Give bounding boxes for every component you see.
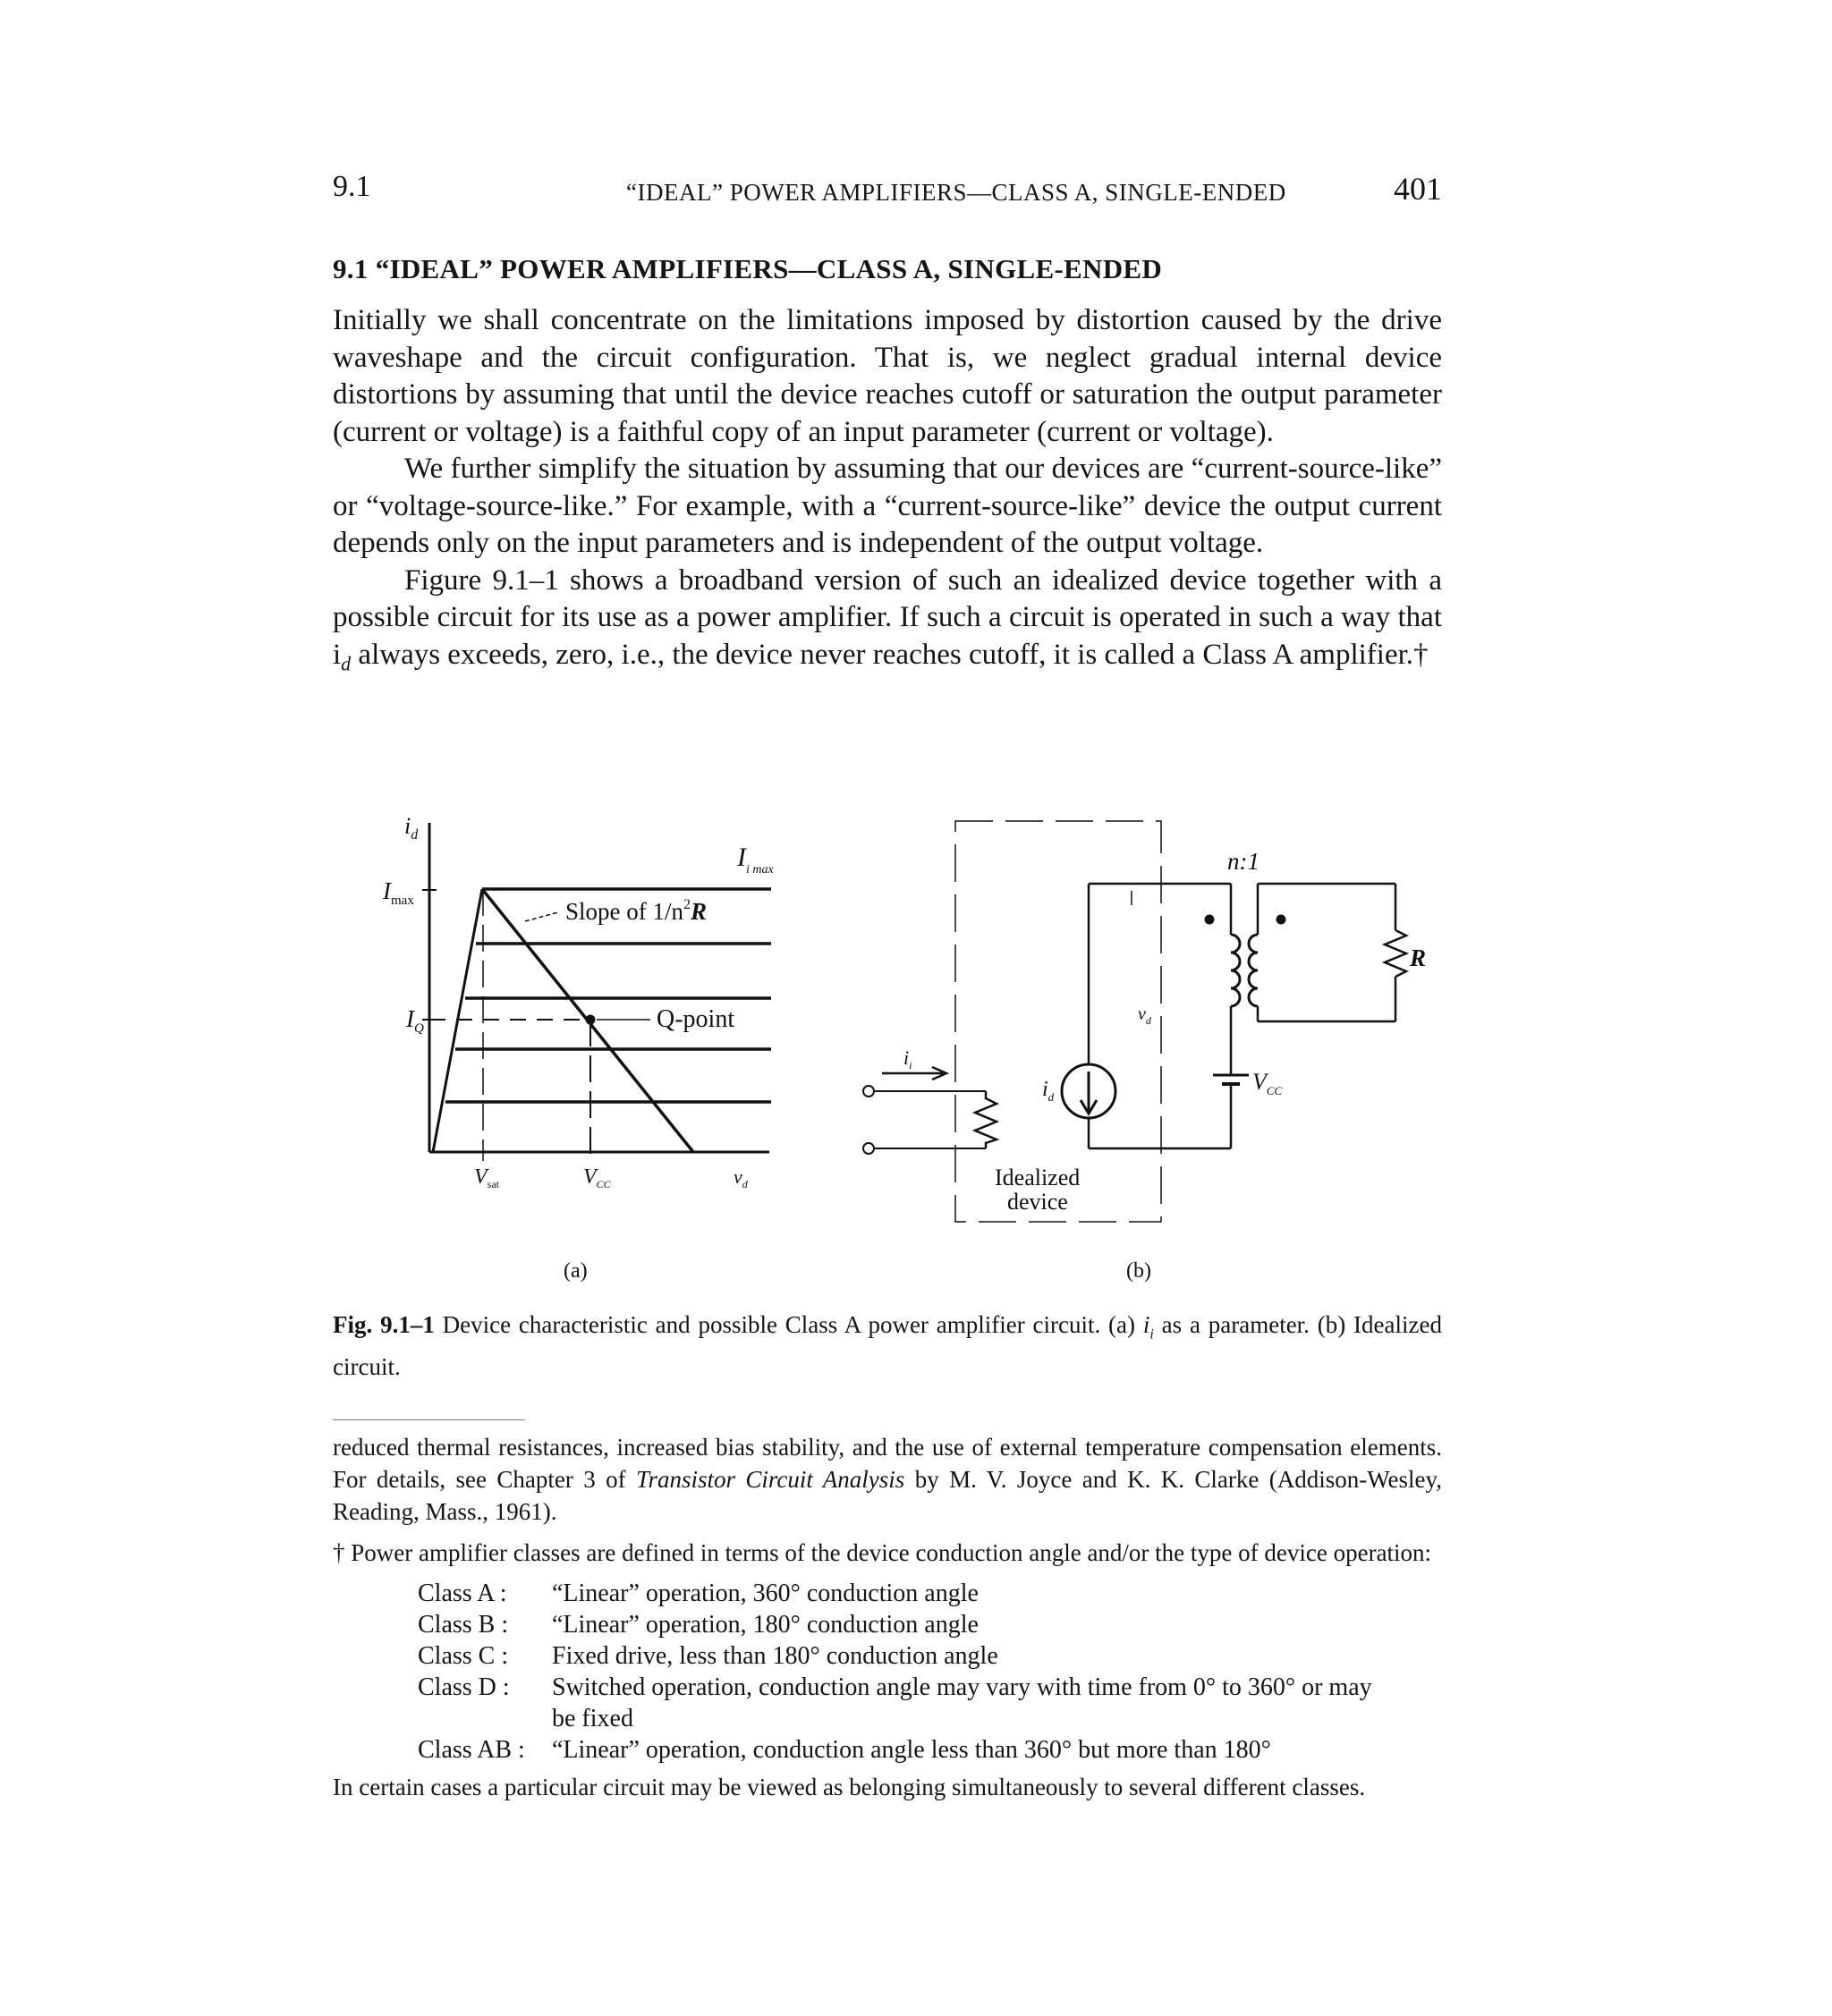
- footnote-book-title: Transistor Circuit Analysis: [635, 1466, 905, 1493]
- footnote-closing: In certain cases a particular circuit may be viewed as belonging simultaneously to several different classes.: [333, 1774, 1366, 1800]
- section-heading: 9.1 “IDEAL” POWER AMPLIFIERS—CLASS A, SINGLE-ENDED: [333, 253, 1163, 284]
- running-head-title: “IDEAL” POWER AMPLIFIERS—CLASS A, SINGLE-ENDED: [626, 179, 1286, 206]
- panel-b-label: (b): [1126, 1259, 1151, 1283]
- caption-var: i: [1142, 1311, 1150, 1338]
- x-vd-label: $v_d$: [734, 1165, 748, 1190]
- class-description: Fixed drive, less than 180° conduction angle: [552, 1642, 998, 1670]
- class-name: Class AB :: [418, 1736, 525, 1764]
- caption-text-1: Device characteristic and possible Class A power amplifier circuit. (a): [434, 1311, 1143, 1338]
- panel-b-circuit: [863, 821, 1426, 1283]
- footnote-rule: [333, 1419, 525, 1420]
- running-head: [333, 170, 1442, 215]
- class-description: “Linear” operation, conduction angle less than 360° but more than 180°: [552, 1736, 1271, 1764]
- idealized-device-box: [955, 821, 1161, 1222]
- class-row: [333, 1640, 1442, 1672]
- device-label-1: Idealized: [995, 1165, 1081, 1190]
- class-name: Class A :: [418, 1580, 507, 1607]
- slope-label: Slope of $1/n^2R$: [565, 897, 708, 925]
- class-row: [333, 1578, 1442, 1609]
- class-description: “Linear” operation, 360° conduction angle: [552, 1580, 979, 1607]
- running-head-section: 9.1: [333, 170, 371, 203]
- class-name: Class B :: [418, 1611, 509, 1639]
- secondary-dot: [1276, 915, 1285, 924]
- figure-caption: [333, 1309, 1442, 1384]
- footnote-continued: [333, 1431, 1442, 1528]
- caption-text-2: as a parameter. (b) Idealized circuit.: [333, 1311, 1442, 1381]
- body-text: [333, 302, 1442, 682]
- figure-9-1-1: [333, 805, 1442, 1306]
- primary-winding: [1231, 935, 1240, 1006]
- class-row: [333, 1734, 1442, 1766]
- input-terminal-top: [863, 1086, 874, 1097]
- q-point-label: Q-point: [657, 1005, 735, 1033]
- curve-parameter-label: $I_{i max}$: [737, 843, 774, 877]
- footnote-continued-text: reduced thermal resistances, increased bias stability, and the use of external temperature compensation elements. For details, see Chapter 3 of: [333, 1434, 1442, 1493]
- input-current-label: $i_i$: [903, 1046, 912, 1072]
- i-q-label: $I_Q$: [406, 1005, 424, 1036]
- secondary-winding: [1249, 935, 1258, 1006]
- input-arrow: [882, 1067, 946, 1080]
- class-name: Class C :: [418, 1642, 509, 1670]
- x-vsat-label: $V_{sat}$: [474, 1165, 500, 1190]
- q-point-marker: [586, 1015, 595, 1024]
- turns-ratio-label: n:1: [1227, 848, 1260, 875]
- input-resistor: [975, 1091, 997, 1148]
- load-resistor: [1385, 930, 1406, 977]
- class-row: [333, 1609, 1442, 1640]
- class-description: “Linear” operation, 180° conduction angle: [552, 1611, 979, 1639]
- primary-dot: [1205, 915, 1214, 924]
- footnotes: [333, 1431, 1442, 1812]
- caption-var-sub: i: [1149, 1326, 1154, 1343]
- supply-label: $V_{CC}$: [1252, 1069, 1283, 1097]
- i-max-label: $I_{max}$: [383, 877, 414, 908]
- class-row: [333, 1672, 1442, 1734]
- x-vcc-label: $V_{CC}$: [583, 1165, 611, 1190]
- panel-a-characteristic: [382, 813, 775, 1283]
- paragraph-3-text: Figure 9.1–1 shows a broadband version of such an idealized device together with a possible circuit for its use as a power amplifier. If such a circuit is operated in such a way that i: [333, 563, 1442, 671]
- caption-label: Fig. 9.1–1: [333, 1311, 435, 1338]
- paragraph-1: Initially we shall concentrate on the limitations imposed by distortion caused by the drive waveshape and the circuit configuration. That is, we neglect gradual internal device distortions by assuming that until the device reaches cutoff or saturation the output parameter (current or voltage) is a faithful copy of an input parameter (current or voltage).: [333, 304, 1442, 448]
- y-axis-label: $i_d$: [404, 813, 419, 843]
- drain-voltage-label: $v_d$: [1138, 1004, 1151, 1027]
- amplifier-class-list: [333, 1578, 1442, 1766]
- page-number: 401: [1394, 171, 1442, 207]
- figure-svg: [333, 805, 1442, 1306]
- paragraph-2: We further simplify the situation by assuming that our devices are “current-source-like” or “voltage-source-like.” For example, with a “current-source-like” device the output current depends only on the input parameters and is independent of the output voltage.: [333, 453, 1442, 559]
- class-description: Switched operation, conduction angle may vary with time from 0° to 360° or may be fixed: [552, 1673, 1372, 1732]
- class-name: Class D :: [418, 1673, 510, 1701]
- drain-current-label: $i_d$: [1042, 1078, 1055, 1104]
- device-label-2: device: [1007, 1189, 1068, 1215]
- paragraph-3-text-end: always exceeds, zero, i.e., the device never reaches cutoff, it is called a Class A amplifier.†: [351, 638, 1429, 671]
- footnote-continued-end: by M. V. Joyce and K. K. Clarke (Addison-Wesley, Reading, Mass., 1961).: [333, 1466, 1442, 1525]
- paragraph-3: [333, 563, 1442, 682]
- paragraph-3-subscript: d: [341, 652, 352, 675]
- footnote-dagger: † Power amplifier classes are defined in terms of the device conduction angle and/or the type of device operation:: [333, 1539, 1432, 1566]
- panel-a-label: (a): [564, 1259, 588, 1283]
- slope-leader: [525, 912, 558, 921]
- load-label: R: [1410, 944, 1427, 971]
- current-source-arrow: [1081, 1072, 1097, 1114]
- input-terminal-bottom: [863, 1143, 874, 1154]
